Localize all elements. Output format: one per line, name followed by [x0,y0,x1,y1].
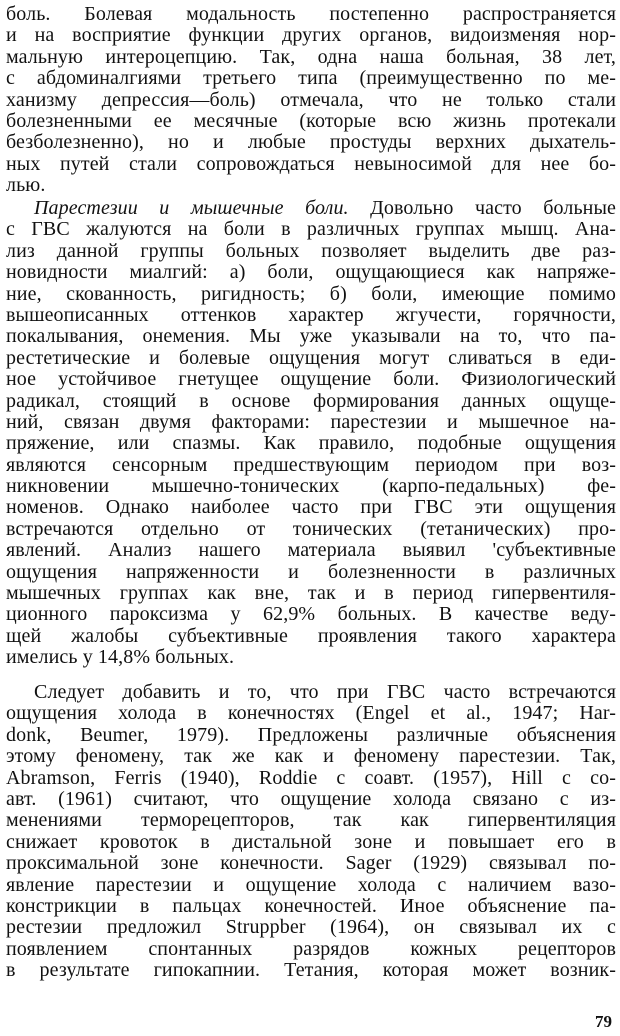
text-line: ние, скованность, ригидность; б) боли, имеющие помимо [6,282,616,305]
text-line: имелись у 14,8% больных. [6,646,235,669]
text-line: явлений. Анализ нашего материала выявил 'субъективные [6,539,616,562]
text-line: Следует добавить и то, что при ГВС часто встречаются [34,681,616,703]
text-line: проксимальной зоне конечности. Sager (1929) связывал по- [6,852,616,875]
text-line: авт. (1961) считают, что ощущение холода связано с из- [6,787,616,810]
text-line: ощущения холода в конечностях (Engel et al., 1947; Har- [6,702,616,725]
text-line: снижает кровоток в дистальной зоне и повышает его в [6,830,616,853]
text-line: мальную интероцепцию. Так, одна наша больная, 38 лет, [6,45,616,68]
text-line: этому феномену, так же как и феномену парестезии. Так, [6,745,616,768]
text-line: щей жалобы субъективные проявления такого характера [6,624,616,647]
text-line: donk, Beumer, 1979). Предложены различные объяснения [6,723,616,746]
text-line: радикал, стоящий в основе формирования данных ощуще- [6,389,616,412]
text-line: констрикции в пальцах конечностей. Иное объяснение па- [6,894,616,917]
paragraph-1 [6,4,616,197]
text-line: мышечных группах как вне, так и в период гипервентиля- [6,582,616,605]
section-heading-inline: Парестезии и мышечные боли. [34,197,349,219]
text-line: безболезненно), но и любые простуды верхних дыхатель- [6,131,616,154]
text-line: ханизму депрессия—боль) отмечала, что не только стали [6,88,616,111]
text-line: явление парестезии и ощущение холода с наличием вазо- [6,873,616,896]
text-line: ощущения напряженности и болезненности в различных [6,560,616,583]
text-line: появлением спонтанных разрядов кожных рецепторов [6,937,616,960]
text-line: Abramson, Ferris (1940), Roddie с соавт. (1957), Hill с со- [6,766,616,789]
paragraph-2-first-line [6,198,616,219]
text-line: новидности миалгий: а) боли, ощущающиеся как напряже- [6,261,616,284]
text-line: вышеописанных оттенков характер жгучести, горячности, [6,303,616,326]
text-line: в результате гипокапнии. Тетания, которая может возник- [6,959,616,982]
text-line: рестезии предложил Struppber (1964), он связывал их с [6,916,616,939]
text-line: менениями терморецепторов, так как гипервентиляция [6,809,616,832]
text-line: с абдоминалгиями третьего типа (преимущественно по ме- [6,67,616,90]
text-line: ных путей стали сопровождаться невыносимой для нее бо- [6,152,616,175]
paragraph-2 [6,198,616,669]
text-line: болезненными ее месячные (которые всю жизнь протекали [6,109,616,132]
text-line: пряжение, или спазмы. Как правило, подобные ощущения [6,432,616,455]
text-line: номенов. Однако наиболее часто при ГВС эти ощущения [6,496,616,519]
page-number: 79 [595,1012,612,1031]
text-line: ний, связан двумя факторами: парестезии и мышечное на- [6,410,616,433]
text-line: ное устойчивое гнетущее ощущение боли. Физиологический [6,368,616,391]
text-line: лью. [6,174,46,197]
text-line: встречаются отдельно от тонических (тетанических) про- [6,517,616,540]
text-line: покалывания, онемения. Мы уже указывали на то, что па- [6,325,616,348]
text-line: являются сенсорным предшествующим периодом при воз- [6,453,616,476]
text-line: с ГВС жалуются на боли в различных группах мышц. Ана- [6,218,616,241]
text-line: ционного пароксизма у 62,9% больных. В качестве веду- [6,603,616,626]
text-line: лиз данной группы больных позволяет выделить две раз- [6,239,616,262]
text-line: никновении мышечно-тонических (карпо-педальных) фе- [6,475,616,498]
first-line-text: Довольно часто больные [370,197,616,219]
text-line: боль. Болевая модальность постепенно распространяется [6,3,616,25]
text-line: и на восприятие функции других органов, видоизменяя нор- [6,24,616,47]
text-line: рестетические и болевые ощущения могут сливаться в еди- [6,346,616,369]
paragraph-3 [6,682,616,981]
